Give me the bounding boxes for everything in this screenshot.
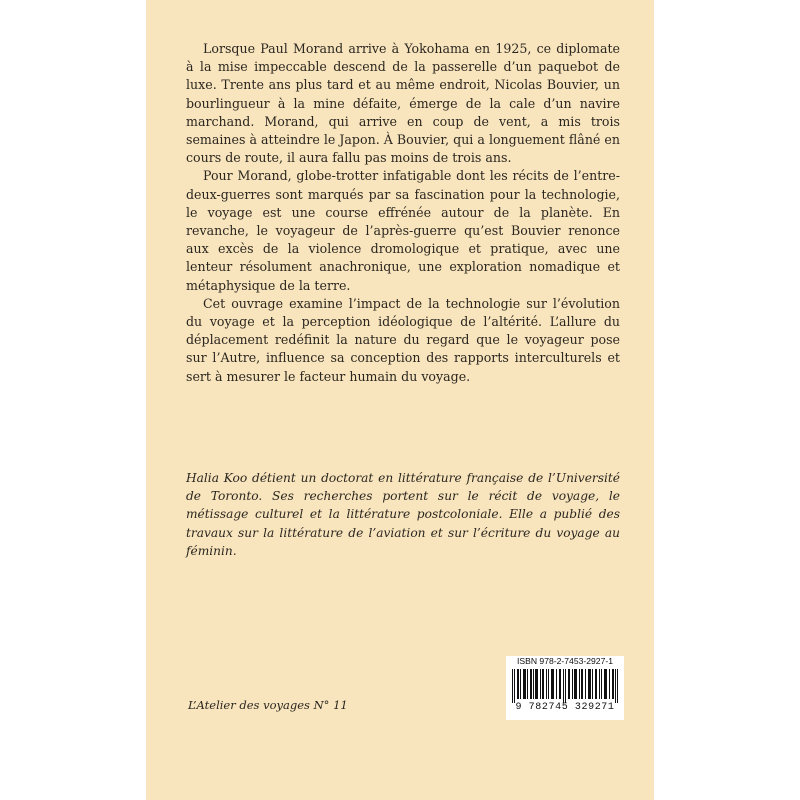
barcode-digits: 9 782745 329271 — [515, 702, 615, 713]
isbn-label: ISBN 978-2-7453-2927-1 — [516, 656, 614, 666]
blurb-paragraph-2: Pour Morand, globe-trotter infatigable dont les récits de l’entre-deux-guerres sont marqués par sa fascination pour la technologie, le voyage est une course effrénée autour de la planète. En revanche, le voyageur de l’après-guerre qu’est Bouvier renonce aux excès de la violence dromologique et pratique, avec une lenteur résolument anachronique, une exploration nomadique et métaphysique de la terre. — [186, 168, 620, 293]
barcode-bars-icon — [512, 669, 618, 703]
author-bio: Halia Koo détient un doctorat en littérature française de l’Université de Toronto. Ses recherches portent sur le récit de voyage, le métissage culturel et la littérature postcoloniale. Elle a publié des travaux sur la littérature de l’aviation et sur l’écriture du voyage au féminin. — [186, 471, 620, 558]
blurb-paragraph-1: Lorsque Paul Morand arrive à Yokohama en 1925, ce diplomate à la mise impeccable descend de la passerelle d’un paquebot de luxe. Trente ans plus tard et au même endroit, Nicolas Bouvier, un bourlingueur à la mine défaite, émerge de la cale d’un navire marchand. Morand, qui arrive en coup de vent, a mis trois semaines à atteindre le Japon. À Bouvier, qui a longuement flâné en cours de route, il aura fallu pas moins de trois ans. — [186, 41, 620, 166]
series-title: L’Atelier des voyages N° 11 — [188, 698, 348, 712]
blurb — [186, 40, 620, 386]
blurb-paragraph-3: Cet ouvrage examine l’impact de la technologie sur l’évolution du voyage et la perception idéologique de l’altérité. L’allure du déplacement redéfinit la nature du regard que le voyageur pose sur l’Autre, influence sa conception des rapports interculturels et sert à mesurer le facteur humain du voyage. — [186, 295, 620, 384]
isbn-barcode — [506, 656, 624, 720]
